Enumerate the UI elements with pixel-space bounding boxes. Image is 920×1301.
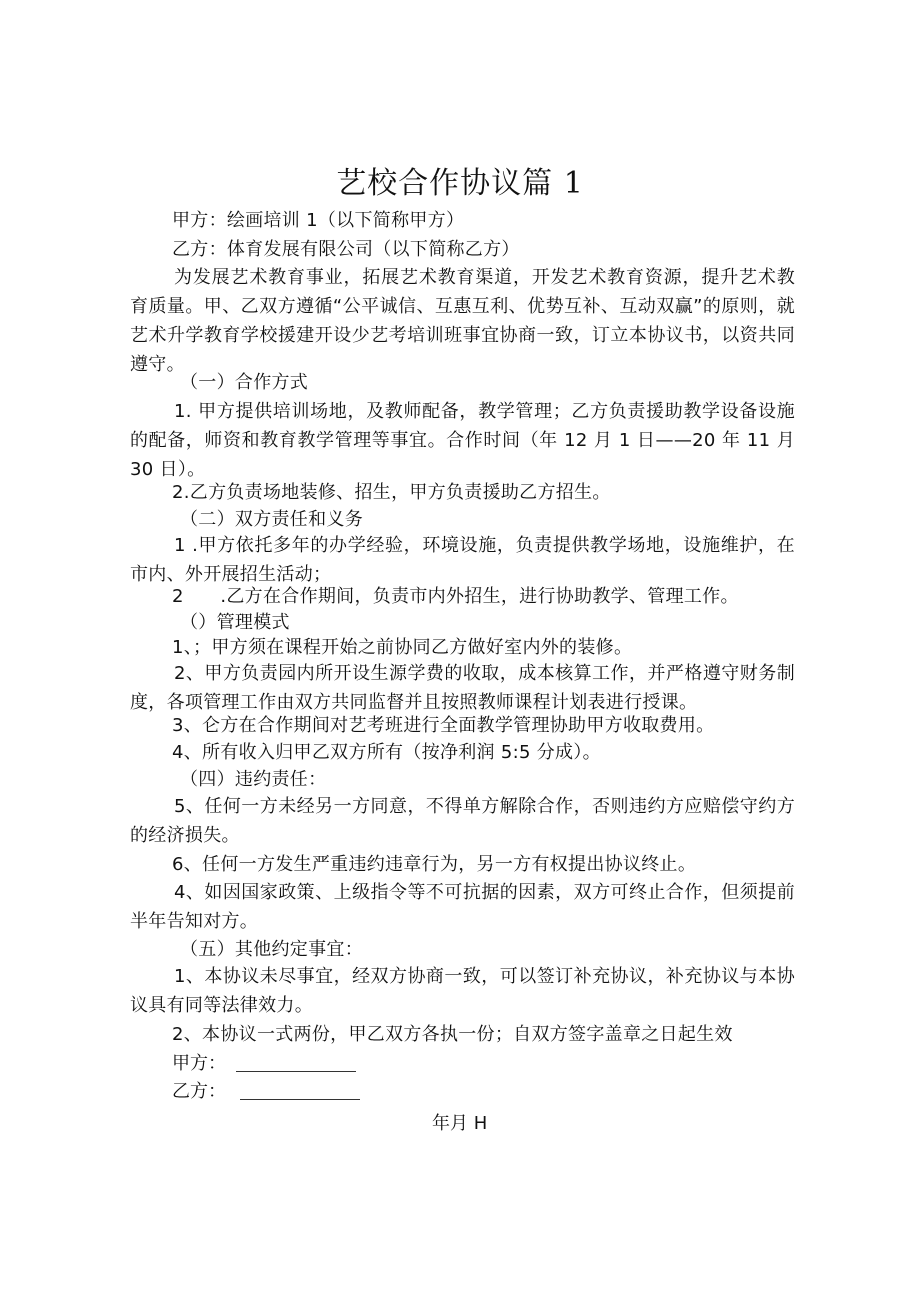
clause-management-2: 2、甲方负责园内所开设生源学费的收取，成本核算工作，并严格遵守财务制度，各项管理工作由双方共同监督并且按照教师课程计划表进行授课。 [130, 663, 795, 713]
party-b-signature-label: 乙方： [172, 1081, 226, 1102]
clause-management-4: 4、所有收入归甲乙双方所有（按净利润 5:5 分成）。 [172, 742, 601, 763]
clause-duties-2: 2 .乙方在合作期间，负责市内外招生，进行协助教学、管理工作。 [172, 586, 739, 607]
clause-duties-1: 1 .甲方依托多年的办学经验，环境设施，负责提供教学场地，设施维护，在市内、外开展招生活动； [130, 535, 795, 585]
clause-other-1: 1、本协议未尽事宜，经双方协商一致，可以签订补充协议，补充协议与本协议具有同等法律效力。 [130, 966, 795, 1016]
party-a-signature-label: 甲方： [172, 1053, 226, 1074]
preamble-paragraph: 为发展艺术教育事业，拓展艺术教育渠道，开发艺术教育资源，提升艺术教育质量。甲、乙双方遵循“公平诚信、互惠互利、优势互补、互动双赢”的原则，就艺术升学教育学校援建开设少艺考培训班事宜协商一致，订立本协议书，以资共同遵守。 [130, 267, 795, 375]
section-heading-breach: （四）违约责任： [180, 769, 327, 790]
signature-date: 年月 H [432, 1113, 488, 1134]
party-b-signature-line [240, 1099, 360, 1100]
clause-breach-5: 5、任何一方未经另一方同意，不得单方解除合作，否则违约方应赔偿守约方的经济损失。 [130, 796, 795, 846]
clause-management-1: 1、；甲方须在课程开始之前协同乙方做好室内外的装修。 [172, 637, 633, 658]
clause-cooperation-2: 2.乙方负责场地装修、招生，甲方负责援助乙方招生。 [172, 482, 611, 503]
clause-breach-4: 4、如因国家政策、上级指令等不可抗据的因素，双方可终止合作，但须提前半年告知对方。 [130, 882, 795, 932]
clause-cooperation-1: 1. 甲方提供培训场地，及教师配备，教学管理；乙方负责援助教学设备设施的配备，师资和教育教学管理等事宜。合作时间（年 12 月 1 日——20 年 11 月 30 日）。 [130, 401, 795, 480]
party-b-line: 乙方：体育发展有限公司（以下简称乙方） [172, 239, 520, 260]
section-heading-cooperation: （一）合作方式 [180, 372, 309, 393]
party-a-line: 甲方：绘画培训 1（以下简称甲方） [172, 210, 465, 231]
party-a-signature-line [236, 1071, 356, 1072]
document-title: 艺校合作协议篇 1 [336, 166, 584, 201]
clause-other-2: 2、本协议一式两份，甲乙双方各执一份；自双方签字盖章之日起生效 [172, 1024, 733, 1045]
section-heading-other: （五）其他约定事宜： [180, 939, 363, 960]
section-heading-duties: （二）双方责任和义务 [180, 509, 363, 530]
clause-breach-6: 6、任何一方发生严重违约违章行为，另一方有权提出协议终止。 [172, 854, 697, 875]
clause-management-3: 3、仑方在合作期间对艺考班进行全面教学管理协助甲方收取费用。 [172, 715, 715, 736]
section-heading-management: （）管理模式 [180, 612, 290, 633]
